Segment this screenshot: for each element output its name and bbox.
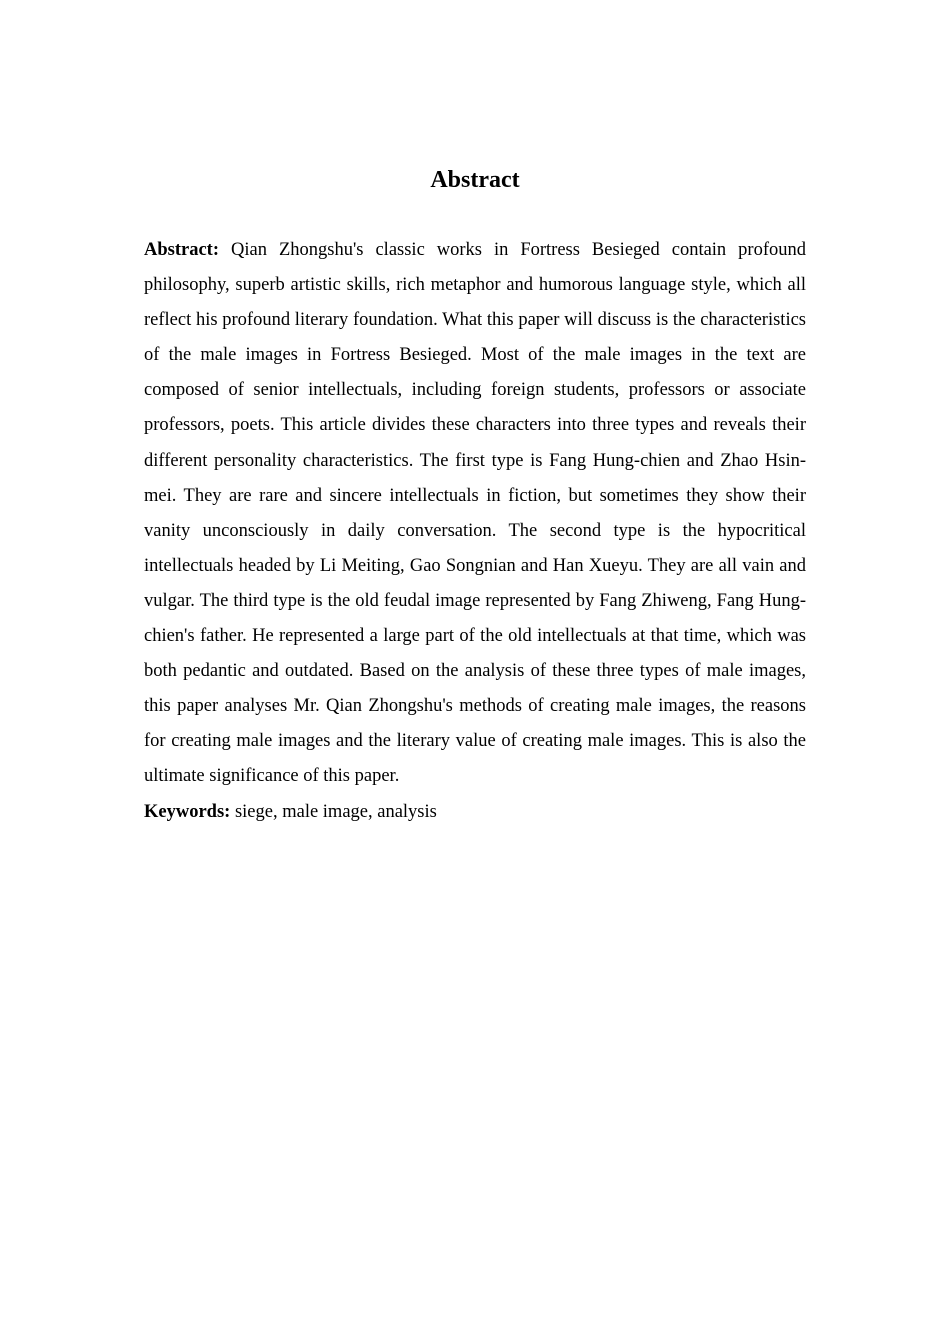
keywords-text: siege, male image, analysis bbox=[230, 802, 437, 822]
abstract-label: Abstract: bbox=[144, 240, 220, 260]
keywords-line bbox=[144, 795, 806, 830]
page-title: Abstract bbox=[430, 167, 520, 193]
abstract-text: Qian Zhongshu's classic works in Fortress Besieged contain profound philosophy, superb artistic skills, rich metaphor and humorous language style, which all reflect his profound literary foundation. What this paper will discuss is the characteristics of the male images in Fortress Besieged. Most of the male images in the text are composed of senior intellectuals, including foreign students, professors or associate professors, poets. This article divides these characters into three types and reveals their different personality characteristics. The first type is Fang Hung-chien and Zhao Hsin-mei. They are rare and sincere intellectuals in fiction, but sometimes they show their vanity unconsciously in daily conversation. The second type is the hypocritical intellectuals headed by Li Meiting, Gao Songnian and Han Xueyu. They are all vain and vulgar. The third type is the old feudal image represented by Fang Zhiweng, Fang Hung-chien's father. He represented a large part of the old intellectuals at that time, which was both pedantic and outdated. Based on the analysis of these three types of male images, this paper analyses Mr. Qian Zhongshu's methods of creating male images, the reasons for creating male images and the literary value of creating male images. This is also the ultimate significance of this paper. bbox=[144, 240, 806, 787]
keywords-label: Keywords: bbox=[144, 802, 231, 822]
abstract-paragraph bbox=[144, 233, 806, 795]
